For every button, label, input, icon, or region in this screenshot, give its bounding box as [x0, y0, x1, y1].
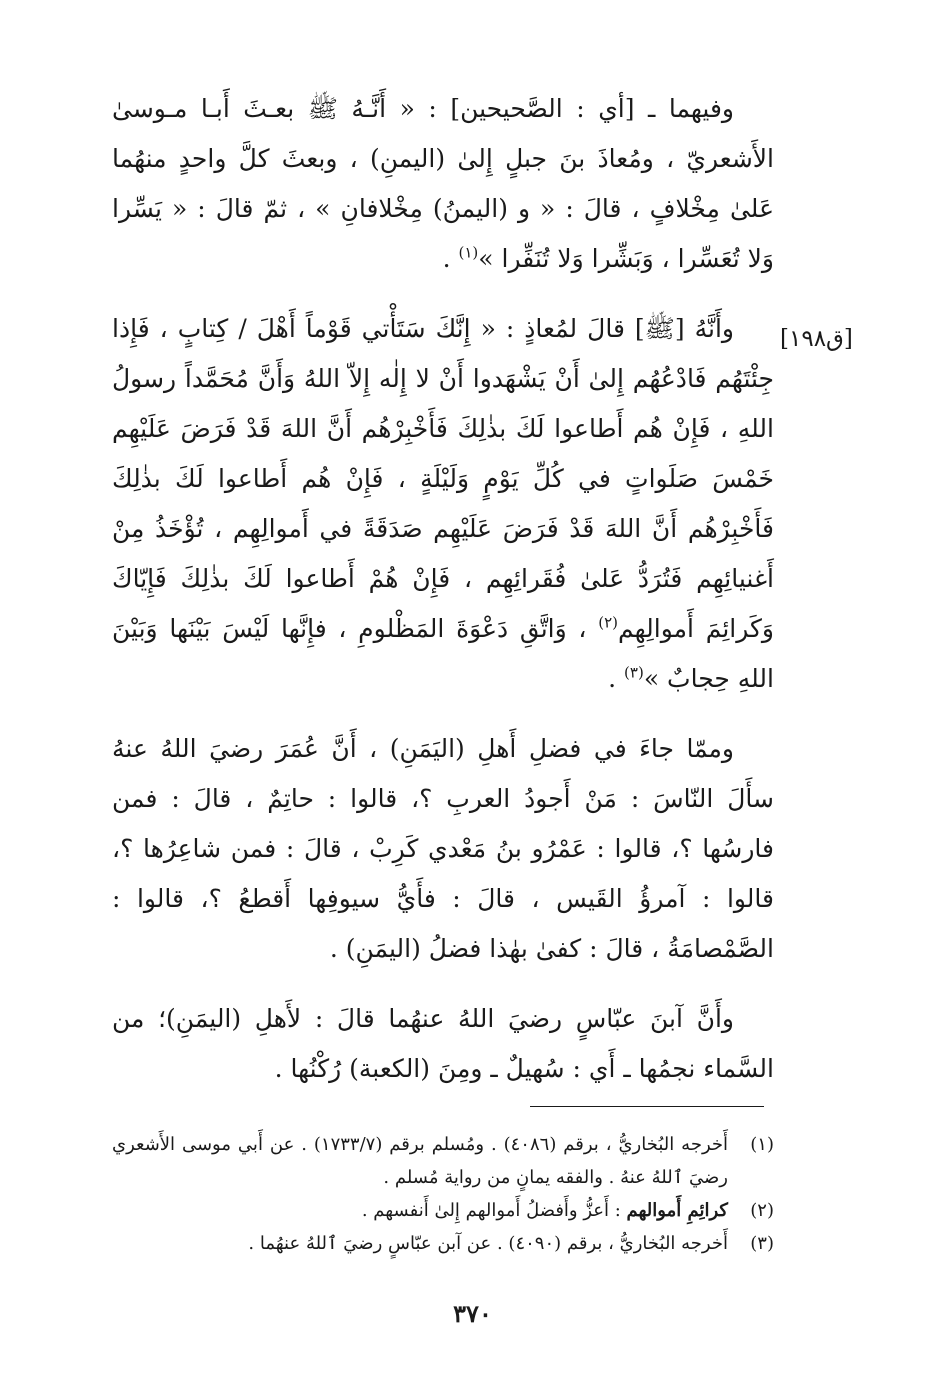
footnote-text: أَخرجه البُخاريُّ ، برقم (٤٠٨٦) . ومُسلم برقم (١٧٣٣/٧) . عن أَبي موسى الأَشعري رضيَ ٱللهُ عنهُ . والفقه يمانٍ من رواية مُسلم . — [112, 1134, 729, 1188]
paragraph-4-text: وأَنَّ آبنَ عبّاسٍ رضيَ اللهُ عنهُما قالَ : لأَهلِ (اليمَنِ)؛ من السَّماء نجمُها ـ أَي : سُهيلٌ ـ ومِنَ (الكعبة) رُكْنُها . — [112, 1004, 774, 1083]
footnote-number: (٢) — [750, 1200, 774, 1221]
paragraph-3-text: وممّا جاءَ في فضلِ أَهلِ (اليَمَنِ) ، أَنَّ عُمَرَ رضيَ اللهُ عنهُ سأَلَ النّاسَ : مَنْ أَجودُ العربِ ؟، قالوا : حاتِمٌ ، قالَ : فمن فارسُها ؟، قالوا : عَمْرُو بنُ مَعْدي كَرِبْ ، قالَ : فمن شاعِرُها ؟، قالوا : آمرؤُ القَيس ، قالَ : فأَيُّ سيوفِها أَقطعُ ؟، قالوا : الصَّمْصامَةُ ، قالَ : كفىٰ بهٰذا فضلُ (اليمَنِ) . — [112, 734, 774, 963]
paragraph-3 — [112, 724, 774, 974]
paragraph-1 — [112, 84, 774, 284]
paragraph-1-end: . — [442, 244, 459, 273]
paragraph-1-text: وفيهما ـ [أي : الصَّحيحين] : « أَنَّـهُ ﷺ بعـثَ أَبـا مـوسىٰ الأَشعريّ ، ومُعاذَ بنَ جبلٍ إِلىٰ (اليمنِ) ، وبعثَ كلَّ واحدٍ منهُما عَلىٰ مِخْلافٍ ، قالَ : « و (اليمنُ) مِخْلافانِ » ، ثمّ قالَ : « يَسِّرا وَلا تُعَسِّرا ، وَبَشِّرا وَلا تُنَفِّرا » — [112, 94, 774, 273]
main-text — [112, 84, 774, 1114]
paragraph-2 — [112, 304, 774, 704]
paragraph-2-text-continued: ، وَاتَّقِ دَعْوَةَ المَظْلومِ ، فإِنَّها لَيْسَ بَيْنَها وَبَيْنَ اللهِ حِجابٌ » — [112, 614, 774, 693]
footnote-text: أَخرجه البُخاريُّ ، برقم (٤٠٩٠) . عن آبن عبّاسٍ رضيَ ٱللهُ عنهُما . — [248, 1233, 728, 1254]
footnote-marker-1[interactable]: (١) — [458, 243, 479, 262]
footnote-definition: : أَعزُّ وأَفضلُ أَموالهم إِلىٰ أَنفسهم . — [361, 1200, 627, 1221]
footnote-1 — [112, 1128, 774, 1194]
footnote-marker-3[interactable]: (٣) — [624, 663, 644, 682]
footnote-2 — [112, 1194, 774, 1227]
page-number: ٣٧٠ — [453, 1299, 492, 1328]
paragraph-4 — [112, 994, 774, 1094]
paragraph-2-end: . — [608, 664, 625, 693]
footnote-number: (١) — [750, 1134, 774, 1155]
footnote-term: كرائِمِ أَموالهم — [626, 1200, 728, 1221]
footnote-separator — [530, 1106, 764, 1107]
footnote-marker-2[interactable]: (٢) — [598, 613, 618, 632]
footnote-3 — [112, 1227, 774, 1260]
footnote-text — [112, 1194, 728, 1227]
paragraph-2-text: وأَنَّهُ [ﷺ] قالَ لمُعاذٍ : « إِنَّكَ سَتَأْتي قَوْماً أَهْلَ / كِتابٍ ، فَإِذا جِئْتَهُم فَادْعُهُم إِلىٰ أَنْ يَشْهَدوا أَنْ لا إِلٰه إِلاّ اللهُ وَأَنَّ مُحَمَّداً رسولُ اللهِ ، فَإِنْ هُم أَطاعوا لَكَ بذٰلِكَ فَأَخْبِرْهُم أَنَّ اللهَ قَدْ فَرَضَ عَلَيْهِم خَمْسَ صَلَواتٍ في كُلِّ يَوْمٍ وَلَيْلَةٍ ، فَإِنْ هُم أَطاعوا لَكَ بذٰلِكَ فَأَخْبِرْهُم أَنَّ اللهَ قَدْ فَرَضَ عَلَيْهِم صَدَقَةً في أَموالِهِم ، تُؤْخَذُ مِنْ أَغنيائِهِم فَتُرَدُّ عَلىٰ فُقَرائِهِم ، فَإِنْ هُمْ أَطاعوا لَكَ بذٰلِكَ فَإِيّاكَ وَكَرائِمَ أَموالِهِم — [112, 314, 775, 643]
margin-manuscript-reference: [ق١٩٨] — [780, 326, 853, 352]
footnote-number: (٣) — [750, 1233, 774, 1254]
footnotes — [112, 1128, 774, 1260]
